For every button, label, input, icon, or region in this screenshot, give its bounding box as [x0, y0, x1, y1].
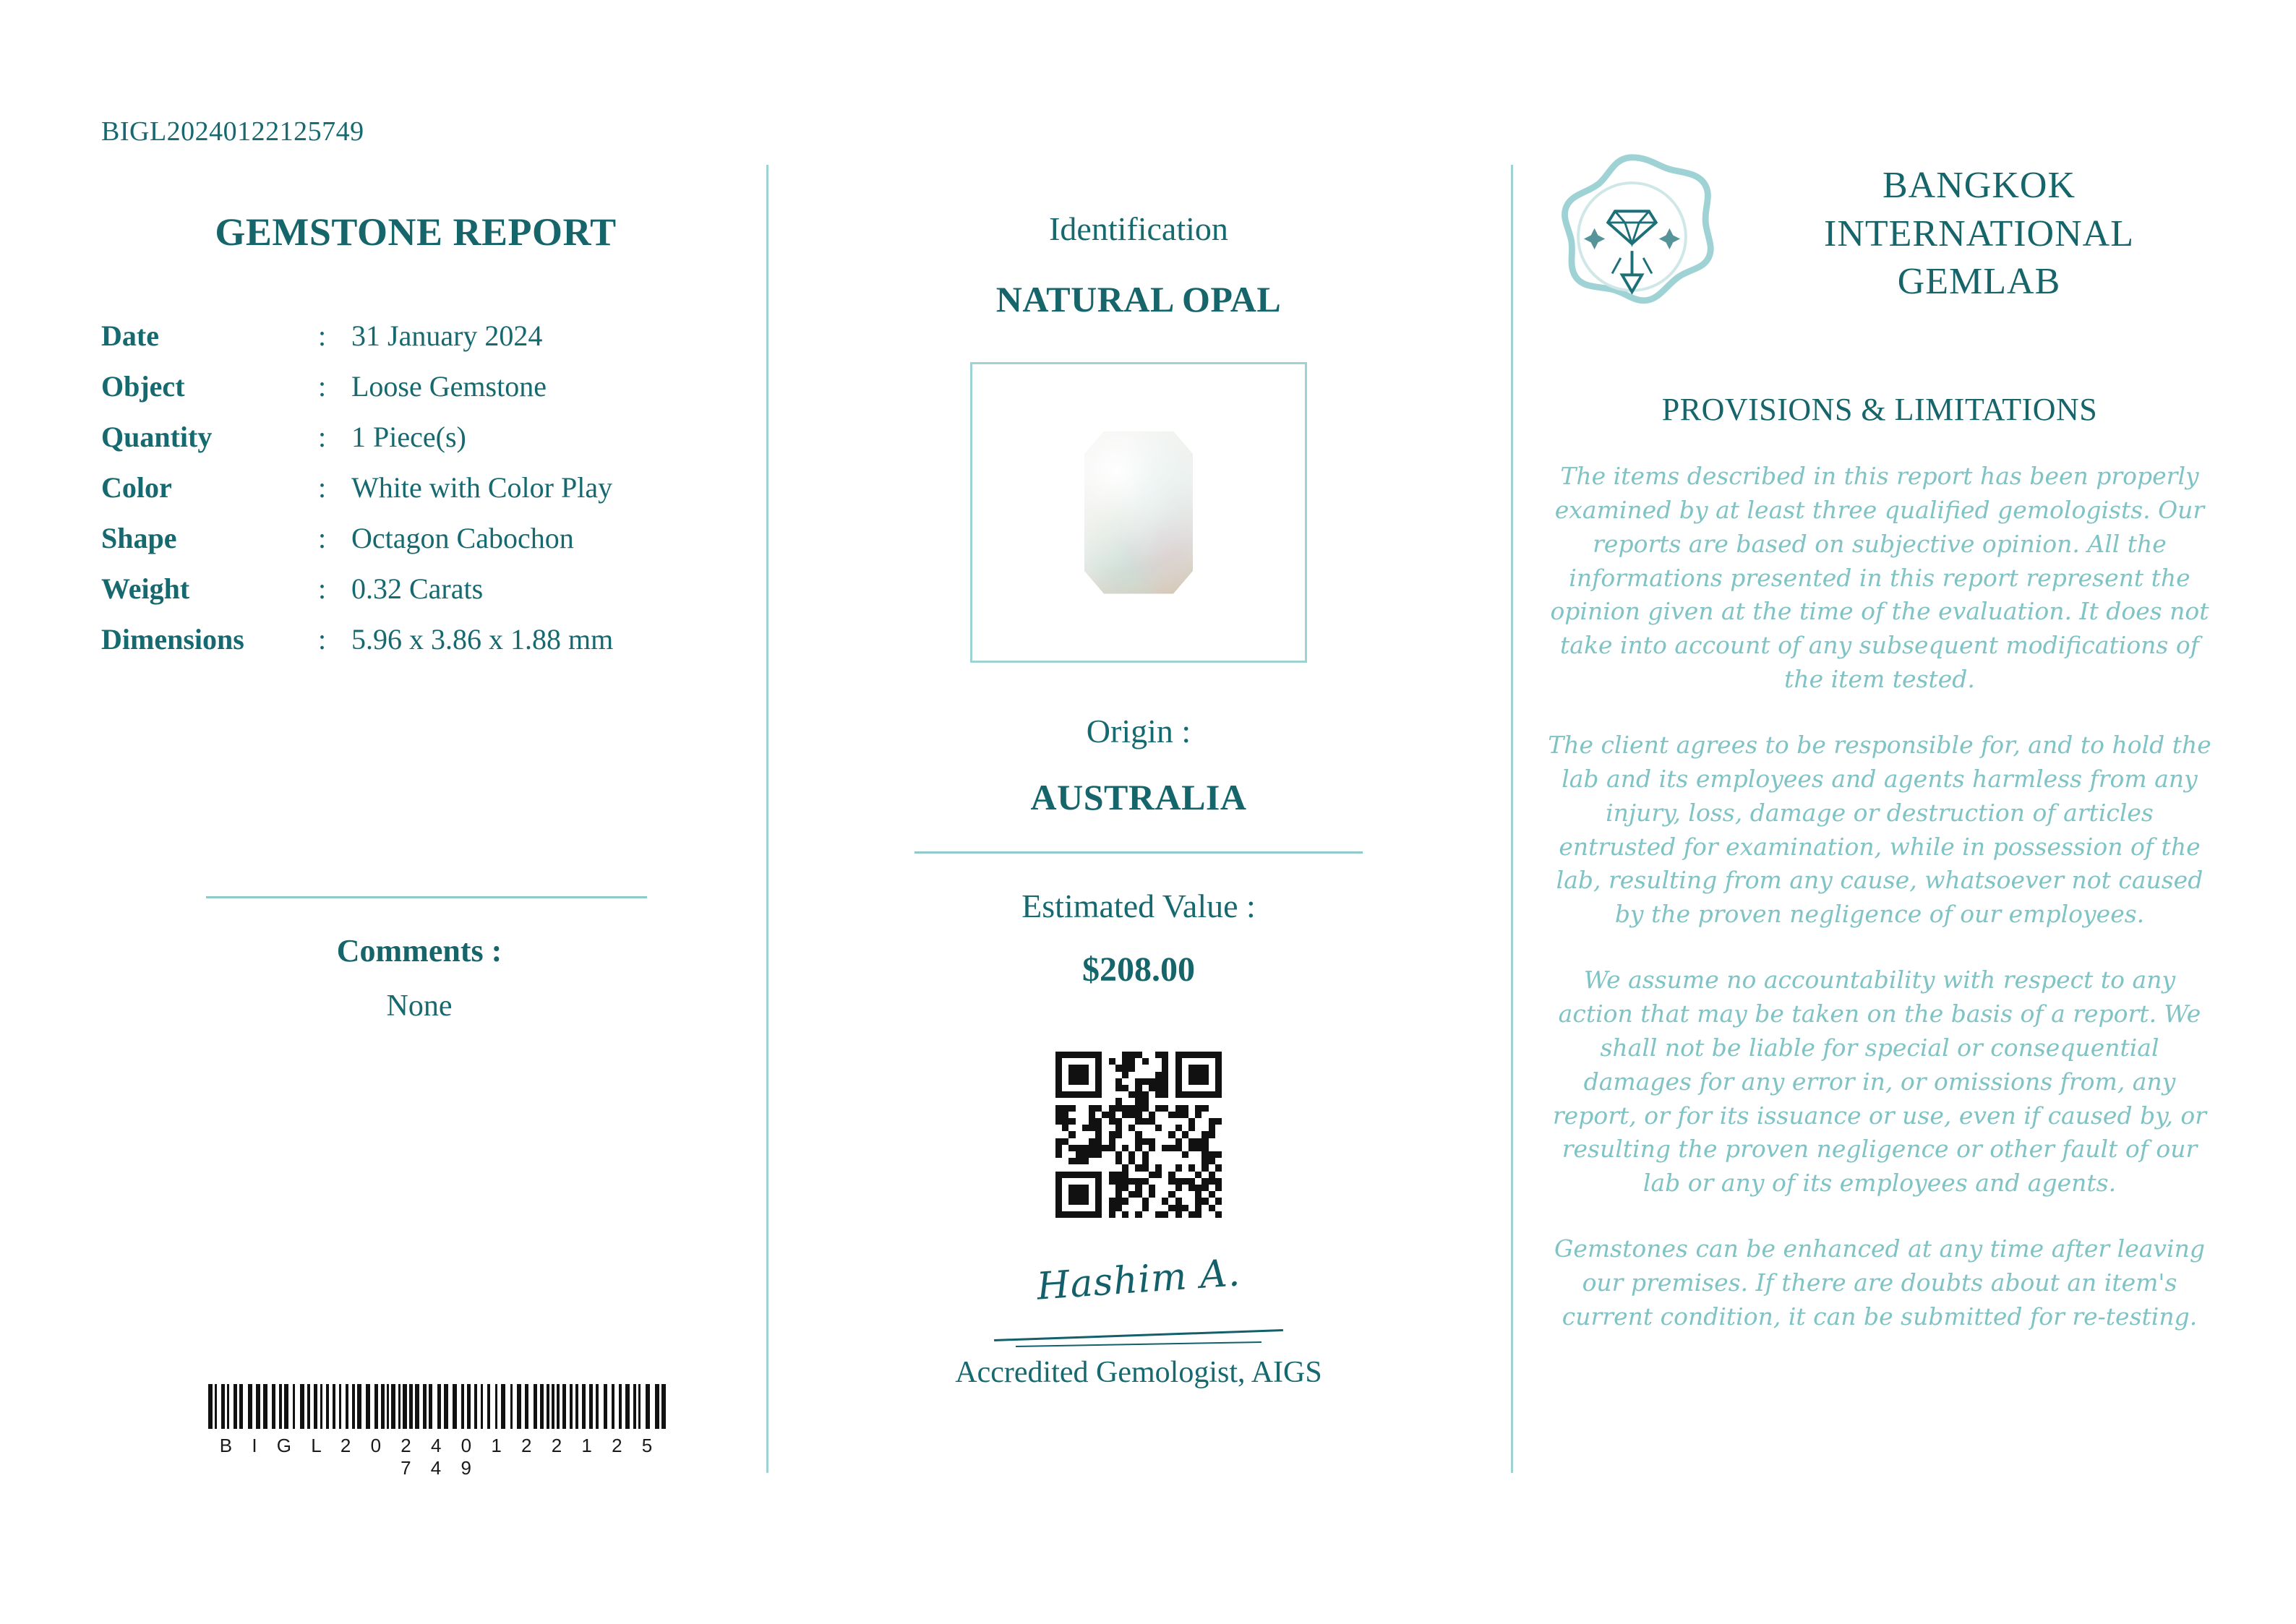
provision-paragraph: The items described in this report has been properly examined by at least three qualified gemologists. Our reports are based on subjective opinion. All the informations presented in this report represent the opinion given at the time of the evaluation. It does not take into account of any subsequent modifications of the item tested. — [1550, 462, 2209, 694]
provision-paragraph: We assume no accountability with respect to any action that may be taken on the basis of a report. We shall not be liable for special or consequential damages for any error in, or omissions from, any report, or for its issuance or use, even if caused by, or resulting the proven negligence or other fault of our lab or any of its employees and agents. — [1552, 966, 2207, 1198]
spec-row — [101, 463, 737, 513]
spec-value: 0.32 Carats — [351, 572, 484, 605]
gemlab-logo-icon — [1547, 152, 1717, 322]
spec-value: Loose Gemstone — [351, 370, 547, 403]
estimated-value-amount: $208.00 — [1082, 950, 1195, 989]
spec-colon: : — [318, 471, 327, 504]
left-divider — [206, 896, 647, 898]
spec-label: Date — [101, 319, 159, 352]
gemstone-photo-frame — [970, 362, 1307, 663]
spec-value: 5.96 x 3.86 x 1.88 mm — [351, 623, 614, 656]
qr-code[interactable] — [1055, 1052, 1222, 1218]
origin-label: Origin : — [1086, 713, 1191, 749]
spec-value: 31 January 2024 — [351, 319, 543, 352]
spec-colon: : — [318, 623, 327, 656]
spec-row — [101, 513, 737, 564]
estimated-value-label: Estimated Value : — [1021, 888, 1256, 924]
middle-column — [795, 210, 1482, 1390]
spec-value: Octagon Cabochon — [351, 522, 574, 554]
brand-header — [1547, 152, 2212, 322]
barcode-text: B I G L 2 0 2 4 0 1 2 2 1 2 5 7 4 9 — [219, 1435, 660, 1479]
column-divider-right — [1511, 165, 1513, 1473]
report-id: BIGL20240122125749 — [101, 116, 364, 147]
identification-value: NATURAL OPAL — [995, 279, 1282, 319]
signature-underline — [994, 1329, 1283, 1341]
right-column — [1547, 152, 2212, 1366]
provisions-body — [1547, 460, 2212, 1334]
provision-paragraph: The client agrees to be responsible for, and to hold the lab and its employees and agents harmless from any injury, loss, damage or destruction of articles entrusted for examination, while in possession of the lab, resulting from any cause, whatsoever not caused by the proven negligence of our employees. — [1548, 731, 2211, 929]
identification-label: Identification — [1049, 210, 1228, 247]
spec-row — [101, 311, 737, 361]
comments-value: None — [386, 989, 453, 1023]
page-title: GEMSTONE REPORT — [215, 210, 617, 254]
signature-underline-secondary — [1016, 1341, 1261, 1347]
column-divider-left — [766, 165, 768, 1473]
spec-label: Shape — [101, 522, 177, 554]
spec-colon: : — [318, 421, 327, 453]
opal-gemstone-image — [1084, 431, 1193, 594]
spec-label: Weight — [101, 572, 190, 605]
comments-label: Comments : — [336, 933, 502, 968]
signature-text: Hashim A. — [1035, 1251, 1242, 1309]
barcode — [208, 1384, 671, 1479]
signature-block — [987, 1251, 1290, 1345]
left-column — [101, 210, 737, 665]
spec-value: 1 Piece(s) — [351, 421, 466, 453]
spec-colon: : — [318, 522, 327, 554]
origin-value: AUSTRALIA — [1030, 777, 1247, 817]
provisions-title: PROVISIONS & LIMITATIONS — [1661, 392, 2098, 427]
spec-row — [101, 614, 737, 665]
brand-name: BANGKOK INTERNATIONAL GEMLAB — [1824, 165, 2134, 303]
spec-label: Quantity — [101, 421, 213, 453]
spec-row — [101, 412, 737, 463]
spec-value: White with Color Play — [351, 471, 613, 504]
spec-row — [101, 564, 737, 614]
signature-caption: Accredited Gemologist, AIGS — [955, 1356, 1322, 1389]
spec-colon: : — [318, 370, 327, 403]
spec-colon: : — [318, 572, 327, 605]
gemstone-spec-table — [101, 311, 737, 665]
middle-divider — [914, 851, 1363, 854]
spec-colon: : — [318, 319, 327, 352]
barcode-bars — [208, 1384, 671, 1429]
provision-paragraph: Gemstones can be enhanced at any time after leaving our premises. If there are doubts about an item's current condition, it can be submitted for re-testing. — [1554, 1234, 2205, 1331]
spec-label: Object — [101, 370, 185, 403]
spec-label: Color — [101, 471, 172, 504]
spec-row — [101, 361, 737, 412]
spec-label: Dimensions — [101, 623, 244, 656]
